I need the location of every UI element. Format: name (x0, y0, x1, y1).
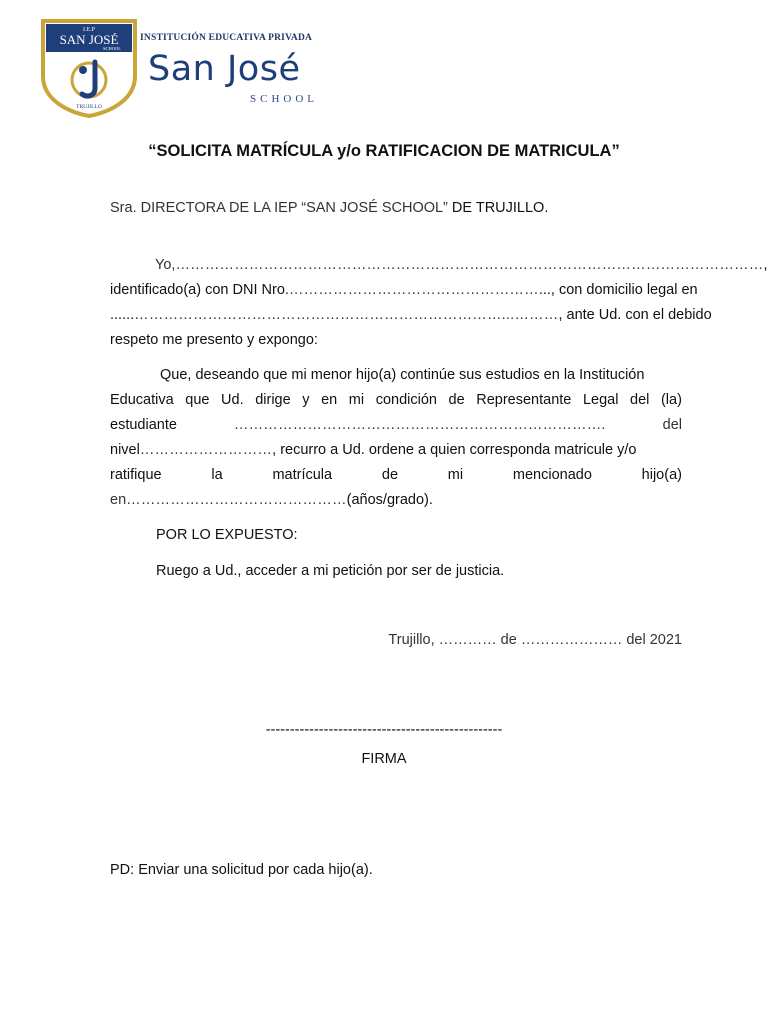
school-header (40, 18, 340, 118)
p2-line4-end: , recurro a Ud. ordene a quien corresponda matricule y/o (272, 442, 637, 458)
address-blank: …………………………………………………………………...……… (134, 307, 559, 323)
p1-yo: Yo, (155, 257, 176, 273)
p2-word: matrícula (272, 467, 333, 483)
crest-label-city: TRUJILLO (76, 104, 102, 110)
p2-word: la (211, 467, 223, 483)
p2-word: hijo(a) (641, 467, 682, 483)
p1-comma: , (763, 257, 768, 273)
p2-en-label: en (110, 492, 127, 508)
p2-word: mi (447, 467, 464, 483)
p2-word: de (448, 392, 465, 408)
p2-line-4 (110, 442, 682, 458)
p1-domicilio-label: ..., con domicilio legal en (538, 282, 698, 298)
level-blank: ……………………… (139, 442, 273, 458)
p2-word: mi (348, 392, 365, 408)
p2-word: ratifique (110, 467, 162, 483)
p2-word: (la) (660, 392, 682, 408)
p2-word: Educativa (110, 392, 174, 408)
signature-line: ------------------------------------------------- (265, 722, 503, 738)
addressee-city: DE TRUJILLO. (451, 200, 549, 216)
grade-blank: ……………………………………… (126, 492, 347, 508)
ruego-text: Ruego a Ud., acceder a mi petición por ser de justicia. (156, 563, 505, 579)
signature-label: FIRMA (361, 751, 407, 767)
p1-line-4: respeto me presento y expongo: (110, 332, 318, 348)
p2-line-6 (110, 492, 433, 508)
crest-label-name: SAN JOSÉ (59, 32, 119, 47)
p1-line-1 (155, 257, 768, 273)
p1-line-2 (110, 282, 698, 298)
p2-del: del (662, 417, 682, 433)
p2-word: condición (375, 392, 437, 408)
p2-word: del (630, 392, 650, 408)
school-name: San José (148, 49, 301, 89)
document-title: “SOLICITA MATRÍCULA y/o RATIFICACION DE MATRICULA” (148, 142, 620, 160)
p2-line-1: Que, deseando que mi menor hijo(a) continúe sus estudios en la Institución (160, 367, 645, 383)
p2-line-3 (110, 417, 682, 433)
school-crest-logo (40, 18, 138, 118)
crest-label-iep: I.E.P (83, 27, 95, 33)
crest-label-school: SCHOOL (102, 46, 122, 51)
p2-line-5 (110, 467, 682, 483)
p1-line3-start: ...... (110, 307, 135, 323)
school-subtitle: SCHOOL (250, 93, 319, 105)
p2-nivel-label: nivel (110, 442, 140, 458)
p2-word: mencionado (512, 467, 592, 483)
institution-type: INSTITUCIÓN EDUCATIVA PRIVADA (140, 33, 313, 43)
p2-word: en (321, 392, 338, 408)
p2-grade-label: (años/grado). (346, 492, 433, 508)
p2-word: que (185, 392, 210, 408)
p2-word: de (381, 467, 399, 483)
student-name-blank: …………………………………………………………………. (233, 417, 606, 433)
p2-line-2 (110, 392, 682, 408)
date-line: Trujillo, ………… de ………………… del 2021 (388, 632, 682, 648)
addressee-recipient: Sra. DIRECTORA DE LA IEP “SAN JOSÉ SCHOOL” (110, 200, 448, 216)
por-lo-expuesto: POR LO EXPUESTO: (156, 527, 298, 543)
p2-word: Legal (582, 392, 619, 408)
dni-blank: …………………………………………… (288, 282, 539, 298)
p1-dni-label: identificado(a) con DNI Nro. (110, 282, 289, 298)
name-blank: ………………………………………………………………………………………………………… (175, 257, 764, 273)
p2-word: Ud. (221, 392, 244, 408)
addressee (110, 200, 548, 216)
p2-estudiante-label: estudiante (110, 417, 177, 433)
p2-word: Representante (476, 392, 572, 408)
postscript: PD: Enviar una solicitud por cada hijo(a). (110, 862, 373, 878)
p2-word: y (302, 392, 310, 408)
p1-line3-end: , ante Ud. con el debido (558, 307, 712, 323)
p1-line-3 (110, 307, 712, 323)
p2-word: dirige (255, 392, 291, 408)
